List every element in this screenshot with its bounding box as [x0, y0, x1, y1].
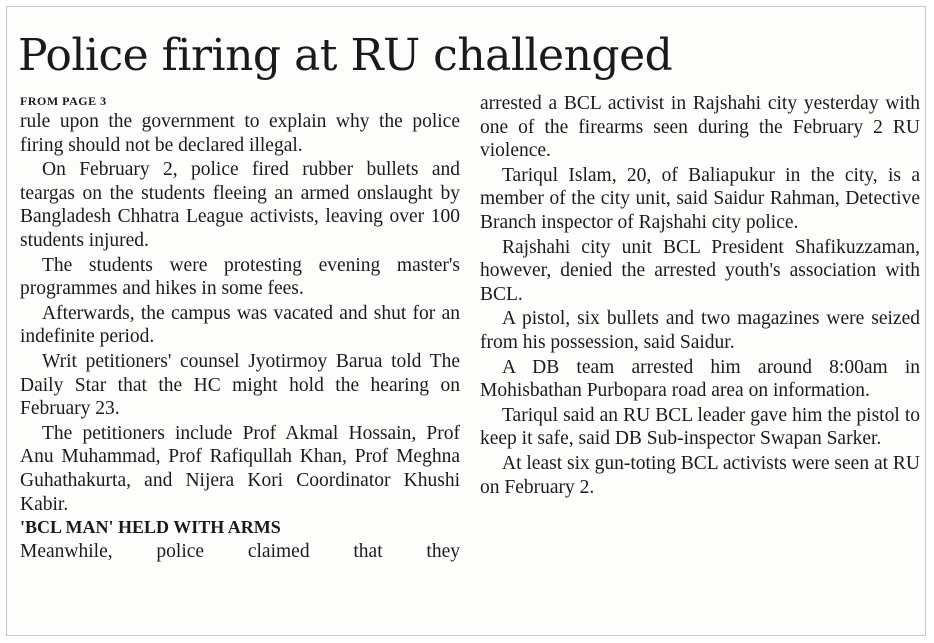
paragraph: A DB team arrested him around 8:00am in Mohisbathan Purbopara road area on information.	[480, 356, 920, 402]
paragraph: Rajshahi city unit BCL President Shafikuzzaman, however, denied the arrested youth's association with BCL.	[480, 236, 920, 305]
paragraph: Afterwards, the campus was vacated and shut for an indefinite period.	[20, 302, 460, 348]
subheading: 'BCL MAN' HELD WITH ARMS	[20, 517, 281, 538]
paragraph: arrested a BCL activist in Rajshahi city yesterday with one of the firearms seen during the February 2 RU violence.	[480, 93, 920, 162]
paragraph: The students were protesting evening master's programmes and hikes in some fees.	[20, 254, 460, 300]
right-column	[480, 92, 920, 499]
headline: Police firing at RU challenged	[18, 30, 673, 81]
paragraph: Writ petitioners' counsel Jyotirmoy Barua told The Daily Star that the HC might hold the hearing on February 23.	[20, 350, 460, 420]
paragraph: A pistol, six bullets and two magazines were seized from his possession, said Saidur.	[480, 308, 920, 353]
paragraph: Tariqul Islam, 20, of Baliapukur in the city, is a member of the city unit, said Saidur Rahman, Detective Branch inspector of Rajshahi city police.	[480, 164, 920, 233]
dateline: FROM PAGE 3	[20, 94, 107, 108]
paragraph: The petitioners include Prof Akmal Hossain, Prof Anu Muhammad, Prof Rafiqullah Khan, Prof Meghna Guhathakurta, and Nijera Kori Coordinator Khushi Kabir.	[20, 422, 460, 515]
paragraph: rule upon the government to explain why the police firing should not be declared illegal.	[20, 111, 460, 156]
paragraph: Meanwhile, police claimed that they	[20, 540, 460, 562]
paragraph: On February 2, police fired rubber bullets and teargas on the students fleeing an armed onslaught by Bangladesh Chhatra League activists, leaving over 100 students injured.	[20, 159, 460, 251]
paragraph: At least six gun-toting BCL activists were seen at RU on February 2.	[480, 452, 920, 498]
left-column	[20, 92, 460, 563]
paragraph: Tariqul said an RU BCL leader gave him the pistol to keep it safe, said DB Sub-inspector Swapan Sarker.	[480, 404, 920, 450]
